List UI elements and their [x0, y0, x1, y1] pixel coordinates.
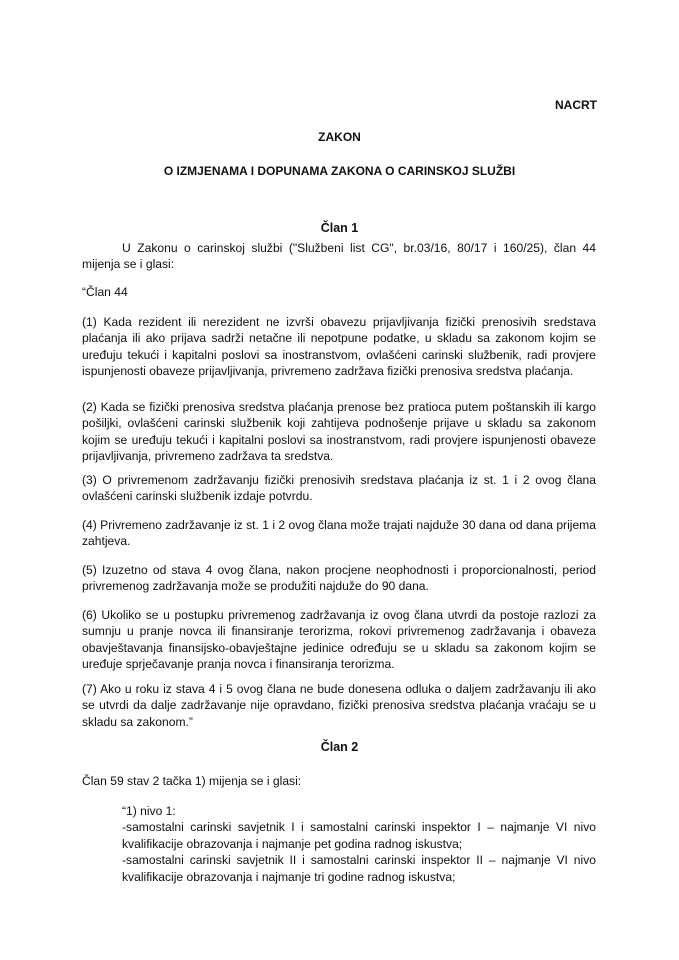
law-subtitle: O IZMJENAMA I DOPUNAMA ZAKONA O CARINSKOJ SLUŽBI — [163, 164, 516, 178]
list-item: -samostalni carinski savjetnik I i samostalni carinski inspektor I – najmanje VI nivo kvalifikacije obrazovanja i najmanje pet godina radnog iskustva; — [122, 820, 596, 851]
article-1-heading: Član 1 — [320, 221, 359, 235]
paragraph-1: (1) Kada rezident ili nerezident ne izvrši obavezu prijavljivanja fizički prenosivih sredstava plaćanja ili ako prijava sadrži netačne ili nepotpune podatke, u skladu sa zakonom kojim se uređuju tekući i kapitalni poslovi sa inostranstvom, ovlašćeni carinski službenik, radi provjere ispunjenosti obaveze prijavljivanja, privremeno zadržava fizički prenosiva sredstva plaćanja. — [82, 315, 596, 379]
quoted-article-title — [82, 284, 596, 300]
quoted-article-title-text: “Član 44 — [82, 285, 128, 299]
paragraph-3: (3) O privremenom zadržavanju fizički prenosivih sredstava plaćanja iz st. 1 i 2 ovog člana ovlašćeni carinski službenik izdaje potvrdu. — [82, 473, 596, 504]
article-2-intro: Član 59 stav 2 tačka 1) mijenja se i glasi: — [82, 774, 302, 788]
paragraph-5: (5) Izuzetno od stava 4 ovog člana, nakon procjene neophodnosti i proporcionalnosti, period privremenog zadržavanja može se produžiti najduže do 90 dana. — [82, 563, 596, 594]
paragraph-2: (2) Kada se fizički prenosiva sredstva plaćanja prenose bez pratioca putem poštanskih ili kargo pošiljki, ovlašćeni carinski službenik koji zahtijeva podnošenje prijave u skladu sa zakonom kojim se uređuju tekući i kapitalni poslovi sa inostranstvom, radi provjere ispunjenosti obaveze prijavljivanja, privremeno zadržava ta sredstva. — [82, 400, 596, 464]
list-item: -samostalni carinski savjetnik II i samostalni carinski inspektor II – najmanje VI nivo kvalifikacije obrazovanja i najmanje tri godine radnog iskustva; — [122, 853, 596, 884]
law-title: ZAKON — [318, 130, 361, 144]
list-item-title: “1) nivo 1: — [122, 804, 176, 818]
paragraph-6: (6) Ukoliko se u postupku privremenog zadržavanja iz ovog člana utvrdi da postoje razlozi za sumnju u pranje novca ili finansiranje terorizma, rokovi privremenog zadržavanja i obaveza obavještavanja finansijsko-obavještajne jedinice određuju se u skladu sa zakonom kojim se uređuje sprječavanje pranja novca i finansiranja terorizma. — [82, 608, 596, 672]
draft-label: NACRT — [555, 98, 597, 112]
article-2-heading: Član 2 — [320, 740, 359, 754]
paragraph-4: (4) Privremeno zadržavanje iz st. 1 i 2 ovog člana može trajati najduže 30 dana od dana prijema zahtjeva. — [82, 518, 596, 549]
article-1-intro: U Zakonu o carinskoj službi ("Službeni list CG", br.03/16, 80/17 i 160/25), član 44 mijenja se i glasi: — [82, 241, 596, 272]
paragraph-7: (7) Ako u roku iz stava 4 i 5 ovog člana ne bude donesena odluka o daljem zadržavanju ili ako se utvrdi da dalje zadržavanje nije opravdano, fizički prenosiva sredstva plaćanja vraćaju se u skladu sa zakonom.” — [82, 682, 596, 729]
article-2-list — [122, 803, 596, 885]
